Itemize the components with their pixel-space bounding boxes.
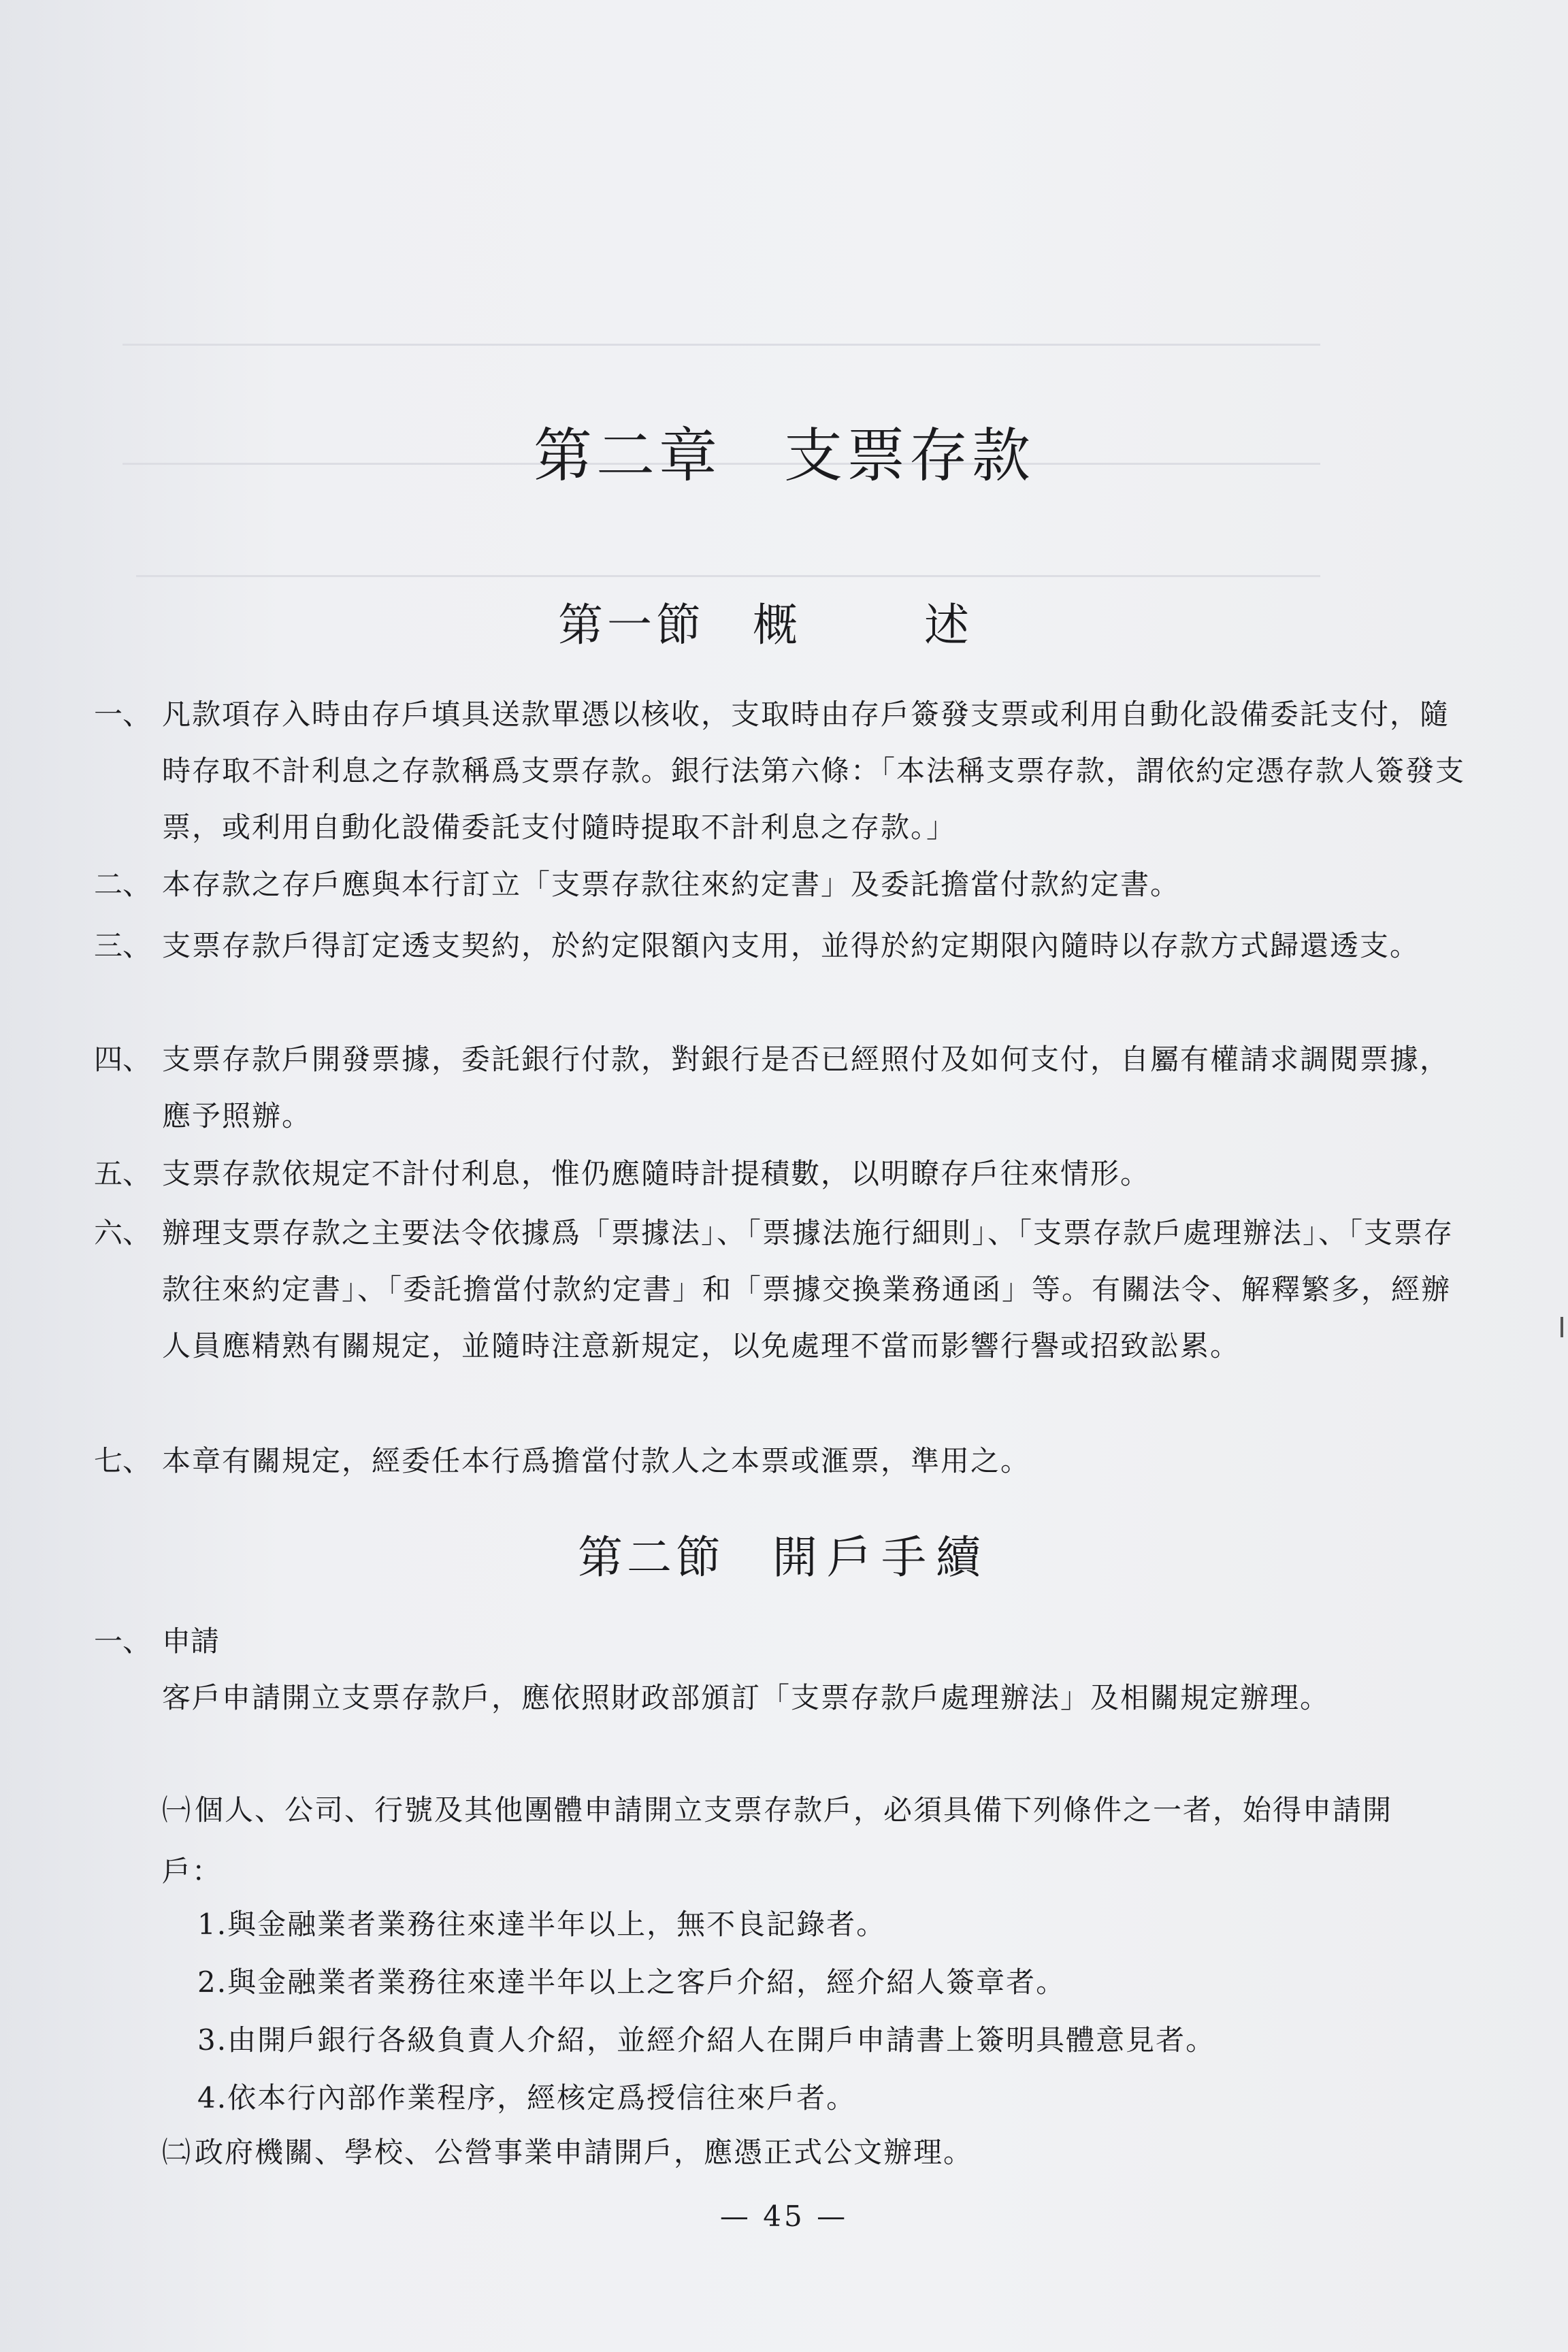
item-number: 五、 [94, 1157, 152, 1190]
item-text: 辦理支票存款之主要法令依據爲「票據法」、「票據法施行細則」、「支票存款戶處理辦法」、「支票存款往來約定書」、「委託擔當付款約定書」和「票據交換業務通函」等。有關法令、解釋繁多，經辦人員應精熟有關規定，並隨時注意新規定，以免處理不當而影響行譽或招致訟累。 [162, 1216, 1454, 1362]
section-heading-2 [0, 1521, 1568, 1586]
item-text: 凡款項存入時由存戶填具送款單憑以核收，支取時由存戶簽發支票或利用自動化設備委託支付，隨時存取不計利息之存款稱爲支票存款。銀行法第六條：「本法稱支票存款，謂依約定憑存款人簽發支票，或利用自動化設備委託支付隨時提取不計利息之存款。」 [162, 698, 1466, 844]
sub-item-marker: ㈠ [162, 1793, 193, 1827]
item-number: 六、 [94, 1216, 152, 1250]
item-heading: 申請 [162, 1624, 220, 1658]
item-text: 支票存款依規定不計付利息，惟仍應隨時計提積數，以明瞭存戶往來情形。 [162, 1157, 1151, 1190]
item-number: 一、 [94, 698, 152, 731]
sub-item [162, 2130, 973, 2171]
section-label: 第一節 [558, 599, 705, 651]
item-number: 七、 [94, 1444, 152, 1477]
paragraph: 客戶申請開立支票存款戶，應依照財政部頒訂「支票存款戶處理辦法」及相關規定辦理。 [162, 1681, 1330, 1714]
item-number: 二、 [94, 868, 152, 901]
item-text: 本存款之存戶應與本行訂立「支票存款往來約定書」及委託擔當付款約定書。 [162, 868, 1181, 901]
section-title-text: 概 述 [753, 599, 1010, 651]
condition-item: 2.與金融業者業務往來達半年以上之客戶介紹，經介紹人簽章者。 [197, 1965, 1066, 1999]
item-number: 三、 [94, 929, 152, 962]
item-text: 本章有關規定，經委任本行爲擔當付款人之本票或滙票，準用之。 [162, 1444, 1031, 1477]
sub-item [162, 1780, 1407, 1902]
item-text: 支票存款戶得訂定透支契約，於約定限額內支用，並得於約定期限內隨時以存款方式歸還透支。 [162, 929, 1420, 962]
page-number: — 45 — [719, 2200, 849, 2233]
sub-item-marker: ㈡ [162, 2136, 193, 2169]
condition-item: 4.依本行內部作業程序，經核定爲授信往來戶者。 [197, 2081, 857, 2114]
item-number: 四、 [94, 1043, 152, 1076]
sub-item-text: 個人、公司、行號及其他團體申請開立支票存款戶，必須具備下列條件之一者，始得申請開戶： [162, 1793, 1393, 1888]
section-label: 第二節 [578, 1531, 725, 1584]
chapter-title: 第二章 支票存款 [534, 422, 1034, 490]
item-number: 一、 [94, 1624, 152, 1658]
bleed-through-line [136, 575, 1320, 577]
section-title-text: 開戶手續 [772, 1531, 990, 1584]
item-text: 支票存款戶開發票據，委託銀行付款，對銀行是否已經照付及如何支付，自屬有權請求調閱票據，應予照辦。 [162, 1043, 1450, 1132]
edge-mark [1561, 1317, 1563, 1337]
bleed-through-line [122, 344, 1320, 346]
condition-item: 1.與金融業者業務往來達半年以上，無不良記錄者。 [197, 1908, 887, 1941]
list-item [94, 1614, 219, 1669]
sub-item-text: 政府機關、學校、公營事業申請開戶，應憑正式公文辦理。 [195, 2136, 974, 2169]
section-heading-1 [0, 589, 1568, 653]
condition-item: 3.由開戶銀行各級負責人介紹，並經介紹人在開戶申請書上簽明具體意見者。 [197, 2023, 1216, 2057]
